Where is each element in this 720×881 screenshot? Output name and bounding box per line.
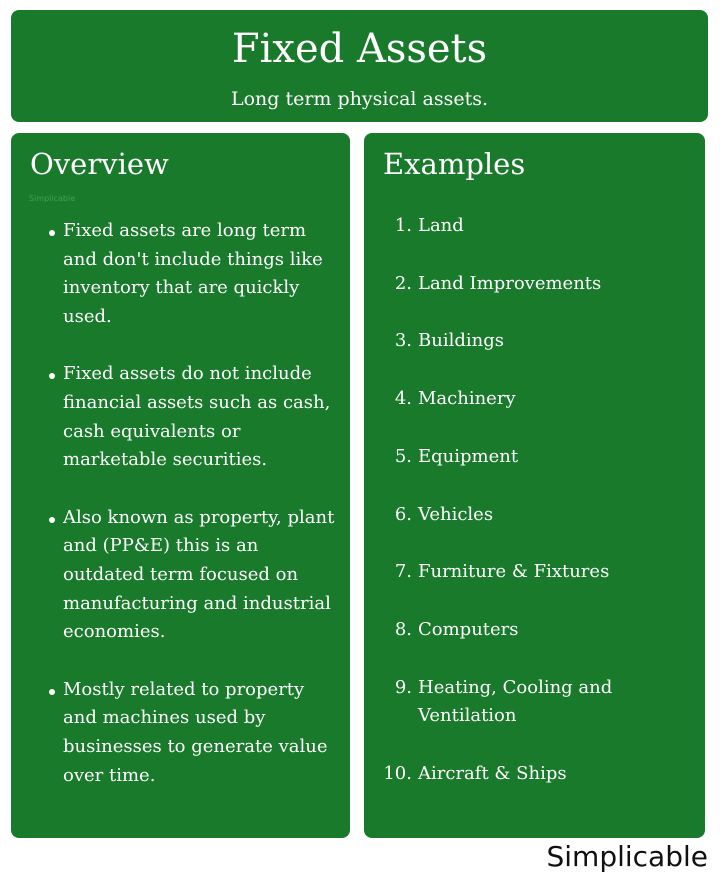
example-number: 8. <box>394 618 412 640</box>
examples-panel <box>364 133 705 838</box>
example-item <box>364 501 705 530</box>
brand-logo: Simplicable <box>546 840 708 873</box>
bullet-icon <box>49 689 55 695</box>
example-label: Land Improvements <box>418 272 602 294</box>
example-number: 6. <box>394 503 412 525</box>
overview-heading: Overview <box>30 147 169 181</box>
example-number: 7. <box>394 561 412 583</box>
example-number: 4. <box>394 388 412 410</box>
example-label: Land <box>418 215 464 236</box>
watermark: Simplicable <box>29 194 76 203</box>
example-item <box>364 616 705 645</box>
example-item <box>364 558 705 587</box>
page-title: Fixed Assets <box>231 26 488 72</box>
examples-list <box>364 212 705 818</box>
bullet-icon <box>49 373 55 379</box>
example-label: Buildings <box>418 330 504 352</box>
example-item <box>364 327 705 356</box>
example-item <box>364 674 705 731</box>
page-subtitle: Long term physical assets. <box>230 88 489 110</box>
overview-item-text: Fixed assets are long term and don't include things like inventory that are quickly used. <box>63 220 323 328</box>
overview-item <box>63 217 339 332</box>
example-label: Vehicles <box>418 503 494 525</box>
example-item <box>364 443 705 472</box>
example-label: Computers <box>418 618 519 640</box>
overview-item <box>63 676 339 791</box>
example-number: 3. <box>394 330 412 352</box>
header-panel <box>11 10 708 122</box>
example-label: Furniture & Fixtures <box>418 561 610 583</box>
overview-item <box>63 504 339 648</box>
example-item <box>364 385 705 414</box>
example-label: Aircraft & Ships <box>418 763 567 785</box>
example-label: Equipment <box>418 445 519 467</box>
overview-panel <box>11 133 350 838</box>
example-number: 10. <box>383 763 412 785</box>
example-label: Heating, Cooling and Ventilation <box>418 676 613 727</box>
overview-item-text: Also known as property, plant and (PP&E) this is an outdated term focused on manufacturing and industrial economies. <box>63 506 335 643</box>
bullet-icon <box>49 230 55 236</box>
examples-heading: Examples <box>383 147 526 181</box>
example-number: 5. <box>394 445 412 467</box>
overview-item-text: Mostly related to property and machines used by businesses to generate value over time. <box>63 678 328 786</box>
bullet-icon <box>49 517 55 523</box>
overview-list <box>63 217 339 819</box>
example-number: 1. <box>394 215 412 236</box>
overview-item <box>63 360 339 475</box>
example-item <box>364 270 705 299</box>
example-number: 2. <box>394 272 412 294</box>
overview-item-text: Fixed assets do not include financial assets such as cash, cash equivalents or marketable securities. <box>63 363 331 471</box>
example-item <box>364 212 705 241</box>
example-item <box>364 760 705 789</box>
example-label: Machinery <box>418 388 516 410</box>
example-number: 9. <box>394 676 412 698</box>
